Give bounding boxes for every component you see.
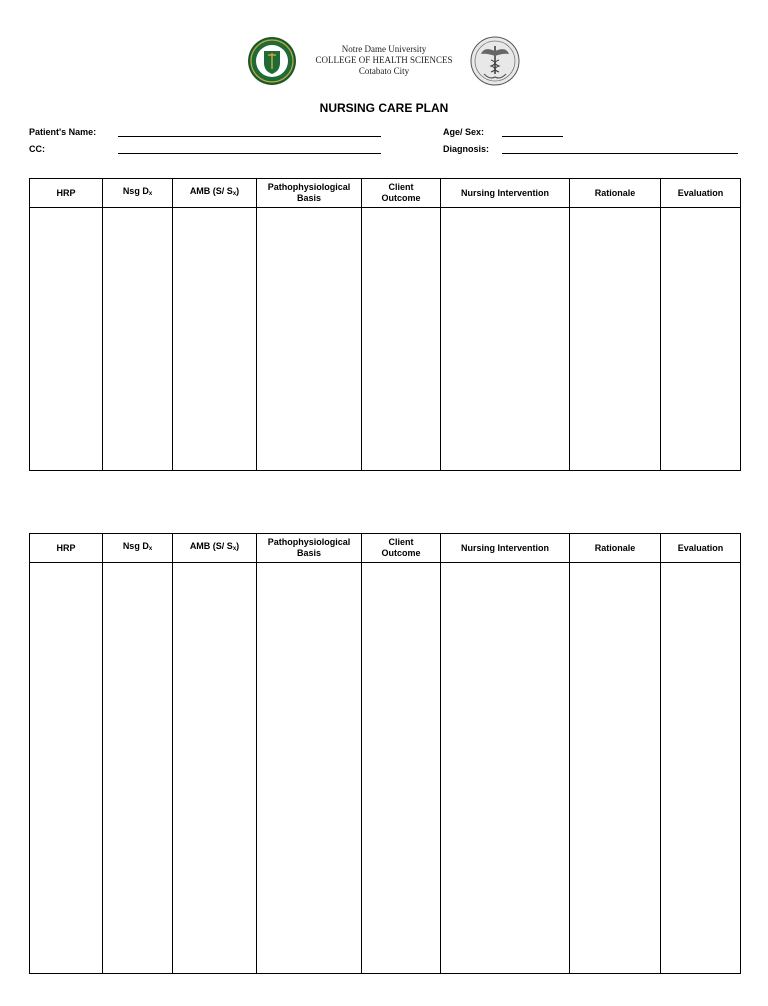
cc-label: CC:	[29, 144, 45, 154]
col-header-pathophysiological-basis: Pathophysiological Basis	[257, 534, 362, 563]
cell-nsg-dx[interactable]	[103, 208, 173, 471]
col-header-nursing-intervention: Nursing Intervention	[441, 179, 570, 208]
cell-rationale[interactable]	[570, 208, 661, 471]
cell-client-outcome[interactable]	[362, 208, 441, 471]
cell-evaluation[interactable]	[661, 563, 741, 974]
table-header-row	[30, 179, 741, 208]
col-header-hrp: HRP	[30, 179, 103, 208]
city-name: Cotabato City	[358, 66, 410, 76]
col-header-amb: AMB (S/ $S_x$)	[173, 179, 257, 208]
document-title: NURSING CARE PLAN	[319, 101, 449, 115]
patient-name-label: Patient's Name:	[29, 127, 97, 137]
table-header-row	[30, 534, 741, 563]
col-header-nsg-dx: Nsg $D_x$	[103, 179, 173, 208]
cell-pathophysiological-basis[interactable]	[257, 563, 362, 974]
col-header-client-outcome: Client Outcome	[362, 534, 441, 563]
care-plan-table-1	[29, 178, 741, 471]
col-header-nursing-intervention: Nursing Intervention	[441, 534, 570, 563]
table-body-row	[30, 563, 741, 974]
age-sex-line[interactable]	[502, 136, 563, 137]
col-header-evaluation: Evaluation	[661, 534, 741, 563]
cell-nsg-dx[interactable]	[103, 563, 173, 974]
col-header-rationale: Rationale	[570, 179, 661, 208]
table-body-row	[30, 208, 741, 471]
cell-client-outcome[interactable]	[362, 563, 441, 974]
cell-amb[interactable]	[173, 208, 257, 471]
care-plan-table-2	[29, 533, 741, 974]
col-header-evaluation: Evaluation	[661, 179, 741, 208]
cell-hrp[interactable]	[30, 208, 103, 471]
cell-hrp[interactable]	[30, 563, 103, 974]
cc-line[interactable]	[118, 153, 381, 154]
age-sex-label: Age/ Sex:	[443, 127, 485, 137]
patient-name-line[interactable]	[118, 136, 381, 137]
col-header-amb: AMB (S/ $S_x$)	[173, 534, 257, 563]
ndu-seal-icon	[247, 36, 297, 86]
col-header-hrp: HRP	[30, 534, 103, 563]
cell-amb[interactable]	[173, 563, 257, 974]
col-header-client-outcome: Client Outcome	[362, 179, 441, 208]
cell-rationale[interactable]	[570, 563, 661, 974]
cell-evaluation[interactable]	[661, 208, 741, 471]
diagnosis-label: Diagnosis:	[443, 144, 490, 154]
cell-pathophysiological-basis[interactable]	[257, 208, 362, 471]
caduceus-emblem-icon	[470, 36, 520, 86]
diagnosis-line[interactable]	[502, 153, 738, 154]
col-header-nsg-dx: Nsg $D_x$	[103, 534, 173, 563]
university-name: Notre Dame University	[341, 44, 427, 54]
col-header-rationale: Rationale	[570, 534, 661, 563]
cell-nursing-intervention[interactable]	[441, 563, 570, 974]
cell-nursing-intervention[interactable]	[441, 208, 570, 471]
col-header-pathophysiological-basis: Pathophysiological Basis	[257, 179, 362, 208]
college-name: COLLEGE OF HEALTH SCIENCES	[315, 55, 453, 65]
